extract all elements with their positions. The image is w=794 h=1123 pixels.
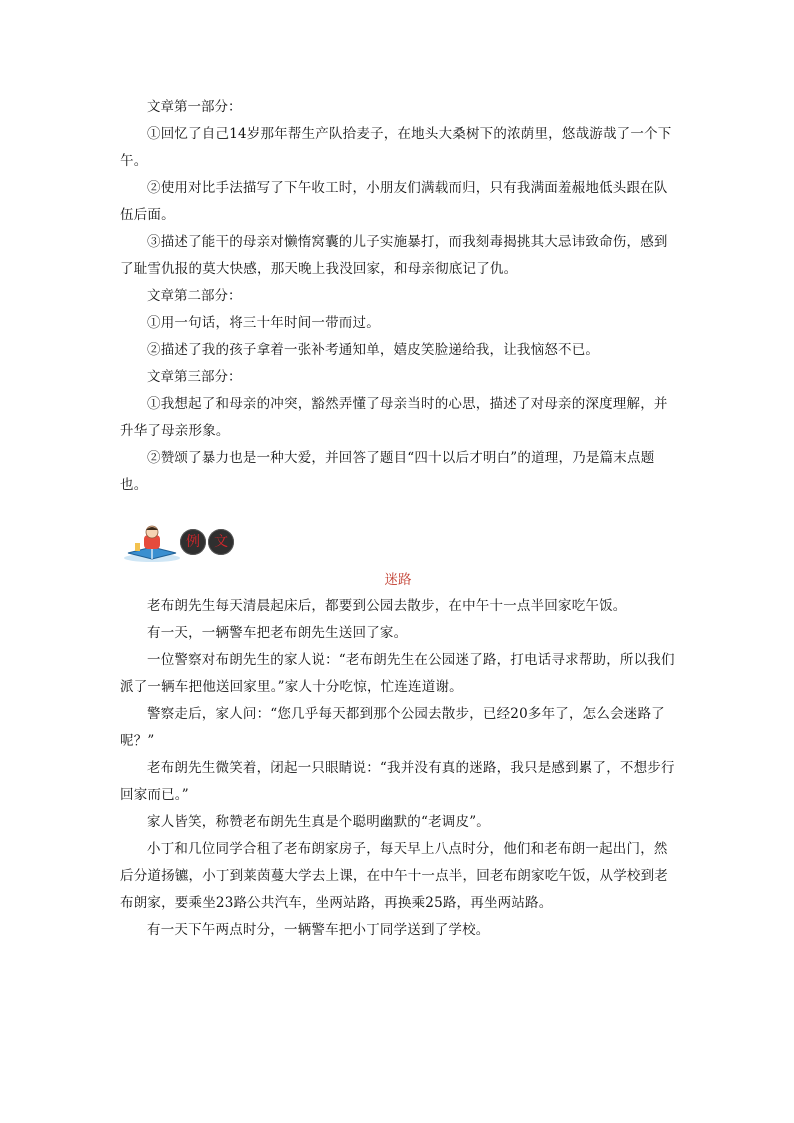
part2-item-2: ②描述了我的孩子拿着一张补考通知单，嬉皮笑脸递给我，让我恼怒不已。 (147, 342, 600, 358)
example-badge-li: 例 (180, 529, 206, 555)
part3-label: 文章第三部分： (147, 369, 242, 385)
example-badge-wen: 文 (208, 529, 234, 555)
reading-person-icon (122, 523, 184, 563)
part1-label: 文章第一部分： (147, 99, 242, 115)
story-paragraph: 有一天，一辆警车把老布朗先生送回了家。 (147, 625, 408, 641)
part1-item-3: ③描述了能干的母亲对懒惰窝囊的儿子实施暴打，而我刻毒揭挑其大忌讳致命伤，感到了耻雪仇报的莫大快感，那天晚上我没回家，和母亲彻底记了仇。 (120, 234, 668, 277)
story-paragraph: 小丁和几位同学合租了老布朗家房子，每天早上八点时分，他们和老布朗一起出门，然后分道扬镳，小丁到莱茵蔓大学去上课，在中午十一点半，回老布朗家吃午饭，从学校到老布朗家，要乘坐23路公共汽车，坐两站路，再换乘25路，再坐两站路。 (120, 841, 668, 911)
story-paragraph: 家人皆笑，称赞老布朗先生真是个聪明幽默的“老调皮”。 (147, 814, 491, 830)
story-paragraph: 警察走后，家人问：“您几乎每天都到那个公园去散步，已经20多年了，怎么会迷路了呢？” (120, 706, 665, 749)
part3-item-1: ①我想起了和母亲的冲突，豁然弄懂了母亲当时的心思，描述了对母亲的深度理解，并升华了母亲形象。 (120, 396, 668, 439)
part2-label: 文章第二部分： (147, 288, 242, 304)
part1-item-2: ②使用对比手法描写了下午收工时，小朋友们满载而归，只有我满面羞赧地低头跟在队伍后面。 (120, 180, 668, 223)
document-body (120, 94, 676, 944)
story-title: 迷路 (384, 572, 412, 588)
example-header (120, 523, 676, 567)
story-paragraph: 老布朗先生每天清晨起床后，都要到公园去散步，在中午十一点半回家吃午饭。 (147, 598, 627, 614)
part1-item-1: ①回忆了自己14岁那年帮生产队拾麦子，在地头大桑树下的浓荫里，悠哉游哉了一个下午。 (120, 126, 672, 169)
story-paragraph: 有一天下午两点时分，一辆警车把小丁同学送到了学校。 (147, 922, 490, 938)
part3-item-2: ②赞颂了暴力也是一种大爱，并回答了题目“四十以后才明白”的道理，乃是篇末点题也。 (120, 450, 655, 493)
story-paragraph: 老布朗先生微笑着，闭起一只眼睛说：“我并没有真的迷路，我只是感到累了，不想步行回家而已。” (120, 760, 675, 803)
part2-item-1: ①用一句话，将三十年时间一带而过。 (147, 315, 380, 331)
story-paragraph: 一位警察对布朗先生的家人说：“老布朗先生在公园迷了路，打电话寻求帮助，所以我们派了一辆车把他送回家里。”家人十分吃惊，忙连连道谢。 (120, 652, 675, 695)
